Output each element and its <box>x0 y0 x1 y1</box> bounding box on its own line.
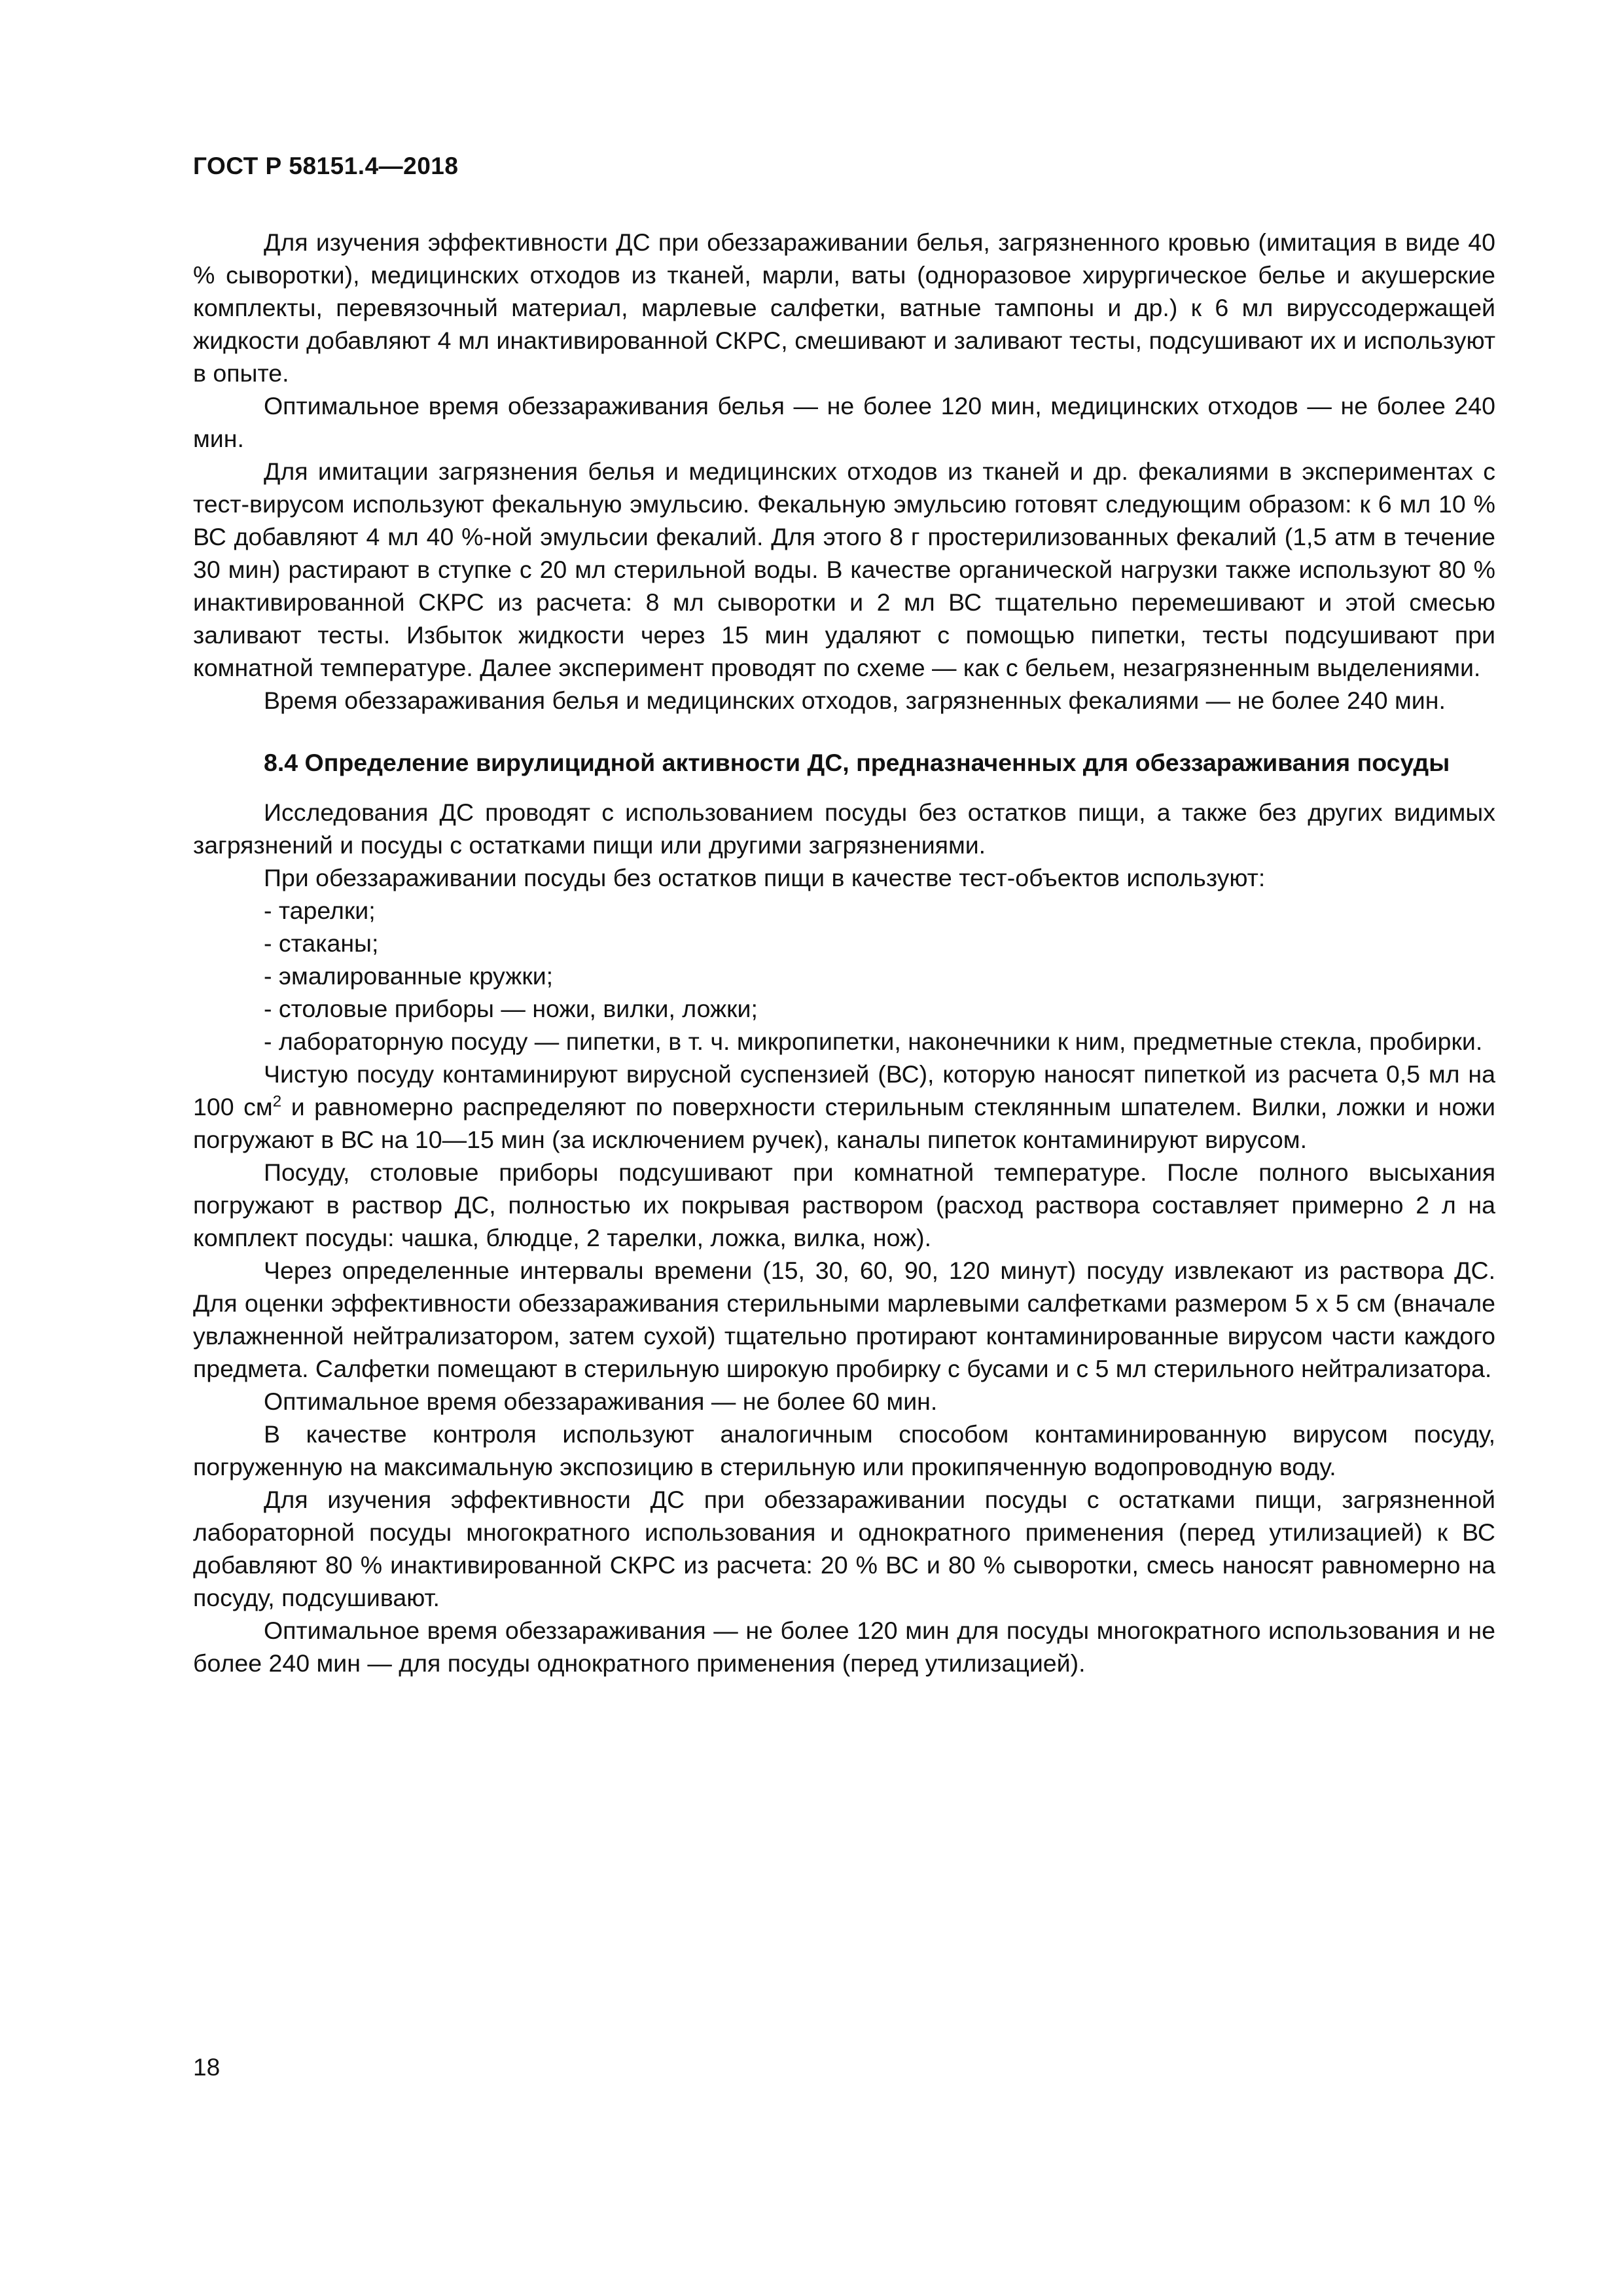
superscript: 2 <box>272 1092 282 1111</box>
paragraph: Посуду, столовые приборы подсушивают при комнатной температуре. После полного высыхания погружают в раствор ДС, полностью их покрывая раствором (расход раствора составляет примерно 2 л на комплект посуды: чашка, блюдце, 2 тарелки, ложка, вилка, нож). <box>193 1158 1495 1251</box>
paragraph: Время обеззараживания белья и медицинских отходов, загрязненных фекалиями — не более 240 мин. <box>264 687 1446 714</box>
paragraph-text: Чистую посуду контаминируют вирусной суспензией (ВС), которую наносят пипеткой из расчета 0,5 мл на 100 см <box>193 1060 1495 1121</box>
paragraph: Через определенные интервалы времени (15, 30, 60, 90, 120 минут) посуду извлекают из раствора ДС. Для оценки эффективности обеззараживания стерильными марлевыми салфетками размером 5 х 5 см (вначале увлажненной нейтрализатором, затем сухой) тщательно протирают контаминированные вирусом части каждого предмета. Салфетки помещают в стерильную широкую пробирку с бусами и с 5 мл стерильного нейтрализатора. <box>193 1257 1495 1382</box>
paragraph: Оптимальное время обеззараживания белья — не более 120 мин, медицинских отходов — не более 240 мин. <box>193 392 1495 452</box>
paragraph: При обеззараживании посуды без остатков пищи в качестве тест-объектов используют: <box>264 864 1266 891</box>
paragraph: Оптимальное время обеззараживания — не более 120 мин для посуды многократного использования и не более 240 мин — для посуды однократного применения (перед утилизацией). <box>193 1617 1495 1677</box>
paragraph: Оптимальное время обеззараживания — не более 60 мин. <box>264 1388 938 1415</box>
paragraph: Исследования ДС проводят с использованием посуды без остатков пищи, а также без других видимых загрязнений и посуды с остатками пищи или другими загрязнениями. <box>193 798 1495 859</box>
document-header: ГОСТ Р 58151.4—2018 <box>193 152 459 179</box>
paragraph: Для изучения эффективности ДС при обеззараживании посуды с остатками пищи, загрязненной лабораторной посуды многократного использования и однократного применения (перед утилизацией) к ВС добавляют 80 % инактивированной СКРС из расчета: 20 % ВС и 80 % сыворотки, смесь наносят равномерно на посуду, подсушивают. <box>193 1486 1495 1611</box>
paragraph: В качестве контроля используют аналогичным способом контаминированную вирусом посуду, погруженную на максимальную экспозицию в стерильную или прокипяченную водопроводную воду. <box>193 1420 1495 1480</box>
page-number: 18 <box>193 2054 221 2081</box>
list-item: - тарелки; <box>264 897 376 924</box>
list-item: - столовые приборы — ножи, вилки, ложки; <box>264 995 758 1022</box>
paragraph-text: и равномерно распределяют по поверхности стерильным стеклянным шпателем. Вилки, ложки и ножи погружают в ВС на 10—15 мин (за исключением ручек), каналы пипеток контаминируют вирусом. <box>193 1093 1495 1153</box>
list-item: - лабораторную посуду — пипетки, в т. ч. микропипетки, наконечники к ним, предметные стекла, пробирки. <box>264 1028 1483 1055</box>
list-item: - эмалированные кружки; <box>264 962 554 990</box>
list-item: - стаканы; <box>264 929 379 957</box>
document-body <box>193 226 1495 1679</box>
paragraph: Для имитации загрязнения белья и медицинских отходов из тканей и др. фекалиями в экспериментах с тест-вирусом используют фекальную эмульсию. Фекальную эмульсию готовят следующим образом: к 6 мл 10 % ВС добавляют 4 мл 40 %-ной эмульсии фекалий. Для этого 8 г простерилизованных фекалий (1,5 атм в течение 30 мин) растирают в ступке с 20 мл стерильной воды. В качестве органической нагрузки также используют 80 % инактивированной СКРС из расчета: 8 мл сыворотки и 2 мл ВС тщательно перемешивают и этой смесью заливают тесты. Избыток жидкости через 15 мин удаляют с помощью пипетки, тесты подсушивают при комнатной температуре. Далее эксперимент проводят по схеме — как с бельем, незагрязненным выделениями. <box>193 457 1495 681</box>
paragraph-contamination <box>193 1058 1495 1156</box>
section-heading: 8.4 Определение вирулицидной активности ДС, предназначенных для обеззараживания посуды <box>264 749 1450 776</box>
paragraph: Для изучения эффективности ДС при обеззараживании белья, загрязненного кровью (имитация в виде 40 % сыворотки), медицинских отходов из тканей, марли, ваты (одноразовое хирургическое белье и акушерские комплекты, перевязочный материал, марлевые салфетки, ватные тампоны и др.) к 6 мл вируссодержащей жидкости добавляют 4 мл инактивированной СКРС, смешивают и заливают тесты, подсушивают их и используют в опыте. <box>193 228 1495 387</box>
